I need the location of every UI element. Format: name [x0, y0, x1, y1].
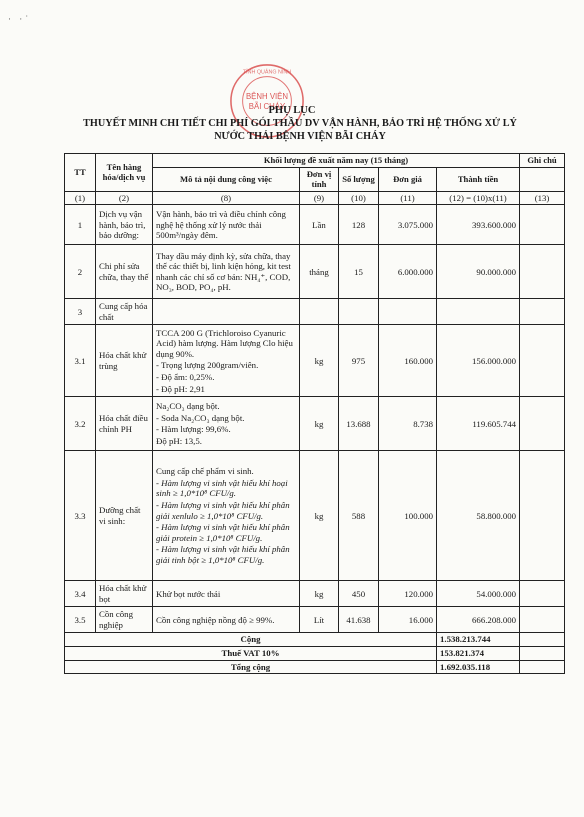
row-unit: kg	[300, 581, 339, 607]
row-unit: Lít	[300, 607, 339, 633]
row-tt: 3.4	[65, 581, 96, 607]
index-cell: (12) = (10)x(11)	[437, 191, 520, 205]
row-price: 6.000.000	[379, 245, 437, 299]
grand-total-amount: 1.692.035.118	[437, 660, 520, 674]
description-line: - Hàm lượng vi sinh vật hiếu khí phân giải xenlulo ≥ 1,0*10⁸ CFU/g.	[156, 499, 290, 521]
description-line: Cồn công nghiệp nồng độ ≥ 99%.	[156, 614, 275, 625]
row-item: Hóa chất khử trùng	[96, 325, 153, 397]
row-unit: kg	[300, 325, 339, 397]
row-qty: 128	[339, 205, 379, 245]
row-qty: 13.688	[339, 397, 379, 451]
scan-specks: · ·˙	[8, 14, 32, 24]
row-unit: kg	[300, 451, 339, 581]
row-tt: 3.3	[65, 451, 96, 581]
row-note	[520, 325, 565, 397]
row-price: 8.738	[379, 397, 437, 451]
row-note	[520, 607, 565, 633]
index-row	[65, 191, 565, 205]
row-price: 100.000	[379, 451, 437, 581]
row-note	[520, 245, 565, 299]
row-item: Cung cấp hóa chất	[96, 299, 153, 325]
description-line: Độ pH: 13,5.	[156, 435, 202, 446]
subtotal-amount: 1.538.213.744	[437, 633, 520, 647]
row-tt: 2	[65, 245, 96, 299]
row-qty: 975	[339, 325, 379, 397]
cost-table	[64, 153, 565, 674]
appendix-label: PHỤ LỤC	[268, 105, 316, 116]
vat-amount: 153.821.374	[437, 646, 520, 660]
row-qty: 588	[339, 451, 379, 581]
row-amount	[437, 299, 520, 325]
document-title	[80, 117, 520, 143]
description-line: TCCA 200 G (Trichloroiso Cyanuric Acid) hàm lượng. Hàm lượng Clo hiệu dụng 90%.	[156, 327, 293, 359]
table-row	[65, 325, 565, 397]
row-note	[520, 451, 565, 581]
row-qty: 15	[339, 245, 379, 299]
header-desc: Mô tả nội dung công việc	[153, 167, 300, 191]
row-amount: 54.000.000	[437, 581, 520, 607]
svg-text:TỈNH QUẢNG NINH: TỈNH QUẢNG NINH	[242, 69, 292, 76]
row-unit: kg	[300, 397, 339, 451]
row-description	[153, 581, 300, 607]
description-line: - Hàm lượng vi sinh vật hiếu khí phân giải tinh bột ≥ 1,0*10⁸ CFU/g.	[156, 544, 290, 565]
index-cell: (13)	[520, 191, 565, 205]
vat-row	[65, 646, 565, 660]
table-row	[65, 451, 565, 581]
row-item: Hóa chất điều chỉnh PH	[96, 397, 153, 451]
row-description	[153, 245, 300, 299]
row-description	[153, 451, 300, 581]
index-cell: (2)	[96, 191, 153, 205]
row-note	[520, 397, 565, 451]
row-item: Hóa chất khử bọt	[96, 581, 153, 607]
index-cell: (10)	[339, 191, 379, 205]
header-item: Tên hàng hóa/dịch vụ	[96, 154, 153, 192]
index-cell: (1)	[65, 191, 96, 205]
description-line: - Hàm lượng vi sinh vật hiếu khí hoại sinh ≥ 1,0*10⁸ CFU/g.	[156, 477, 288, 499]
row-amount: 156.000.000	[437, 325, 520, 397]
row-note	[520, 581, 565, 607]
row-item: Chi phí sửa chữa, thay thế	[96, 245, 153, 299]
table-row	[65, 581, 565, 607]
row-description	[153, 607, 300, 633]
row-description	[153, 397, 300, 451]
header-note-blank	[520, 167, 565, 191]
header-unit: Đơn vị tính	[300, 167, 339, 191]
row-price: 3.075.000	[379, 205, 437, 245]
row-description	[153, 299, 300, 325]
header-qty: Số lượng	[339, 167, 379, 191]
row-tt: 3.5	[65, 607, 96, 633]
row-amount: 90.000.000	[437, 245, 520, 299]
header-amount: Thành tiền	[437, 167, 520, 191]
row-amount: 666.208.000	[437, 607, 520, 633]
row-tt: 1	[65, 205, 96, 245]
index-cell: (9)	[300, 191, 339, 205]
header-note: Ghi chú	[520, 154, 565, 168]
table-row	[65, 299, 565, 325]
row-item: Dịch vụ vận hành, bảo trì, bảo dưỡng:	[96, 205, 153, 245]
table-row	[65, 205, 565, 245]
row-unit	[300, 299, 339, 325]
row-price	[379, 299, 437, 325]
description-line: Cung cấp chế phẩm vi sinh.	[156, 466, 254, 477]
svg-text:BỆNH VIỆN: BỆNH VIỆN	[245, 92, 289, 102]
row-tt: 3.2	[65, 397, 96, 451]
description-line: - Độ ẩm: 0,25%.	[156, 371, 215, 382]
row-qty: 41.638	[339, 607, 379, 633]
row-description	[153, 325, 300, 397]
subtotal-label: Cộng	[65, 633, 437, 647]
header-tt: TT	[65, 154, 96, 192]
svg-text:BÃI CHÁY: BÃI CHÁY	[248, 101, 286, 111]
row-qty: 450	[339, 581, 379, 607]
grand-total-label: Tổng cộng	[65, 660, 437, 674]
description-line: Khử bọt nước thải	[156, 588, 221, 599]
table-row	[65, 245, 565, 299]
description-line: - Trọng lượng 200gram/viên.	[156, 360, 259, 371]
row-amount: 119.605.744	[437, 397, 520, 451]
vat-label: Thuế VAT 10%	[65, 646, 437, 660]
row-price: 16.000	[379, 607, 437, 633]
description-line: Thay dầu máy định kỳ, sửa chữa, thay thế các thiết bị, linh kiện hỏng, kit test nhanh các chỉ số cơ bản: NH₄⁺, COD, NO₃, BOD, PO₄, pH.	[156, 250, 291, 293]
description-line: - Độ pH: 2,91	[156, 383, 205, 394]
table-row	[65, 607, 565, 633]
row-note	[520, 205, 565, 245]
header-price: Đơn giá	[379, 167, 437, 191]
index-cell: (8)	[153, 191, 300, 205]
row-amount: 393.600.000	[437, 205, 520, 245]
row-unit: Lần	[300, 205, 339, 245]
grand-total-row	[65, 660, 565, 674]
table-row	[65, 397, 565, 451]
description-line: - Hàm lượng vi sinh vật hiếu khí phân giải protein ≥ 1,0*10⁸ CFU/g.	[156, 522, 290, 543]
row-amount: 58.800.000	[437, 451, 520, 581]
row-price: 120.000	[379, 581, 437, 607]
header-volume-group: Khối lượng đề xuất năm nay (15 tháng)	[153, 154, 520, 168]
description-line: - Hàm lượng: 99,6%.	[156, 424, 231, 435]
description-line: - Soda Na₂CO₃ dạng bột.	[156, 412, 245, 423]
index-cell: (11)	[379, 191, 437, 205]
subtotal-row	[65, 633, 565, 647]
description-line: Na₂CO₃ dạng bột.	[156, 401, 220, 412]
title-line-2: NƯỚC THẢI BỆNH VIỆN BÃI CHÁY	[214, 131, 386, 142]
row-item: Cồn công nghiệp	[96, 607, 153, 633]
row-unit: tháng	[300, 245, 339, 299]
description-line: Vận hành, bảo trì và điều chỉnh công nghệ hệ thống xử lý nước thải 500m³/ngày đêm.	[156, 208, 286, 241]
row-item: Dưỡng chất vi sinh:	[96, 451, 153, 581]
title-line-1: THUYẾT MINH CHI TIẾT CHI PHÍ GÓI THẦU DV VẬN HÀNH, BẢO TRÌ HỆ THỐNG XỬ LÝ	[83, 118, 517, 129]
row-tt: 3	[65, 299, 96, 325]
row-description	[153, 205, 300, 245]
row-price: 160.000	[379, 325, 437, 397]
row-note	[520, 299, 565, 325]
row-tt: 3.1	[65, 325, 96, 397]
row-qty	[339, 299, 379, 325]
